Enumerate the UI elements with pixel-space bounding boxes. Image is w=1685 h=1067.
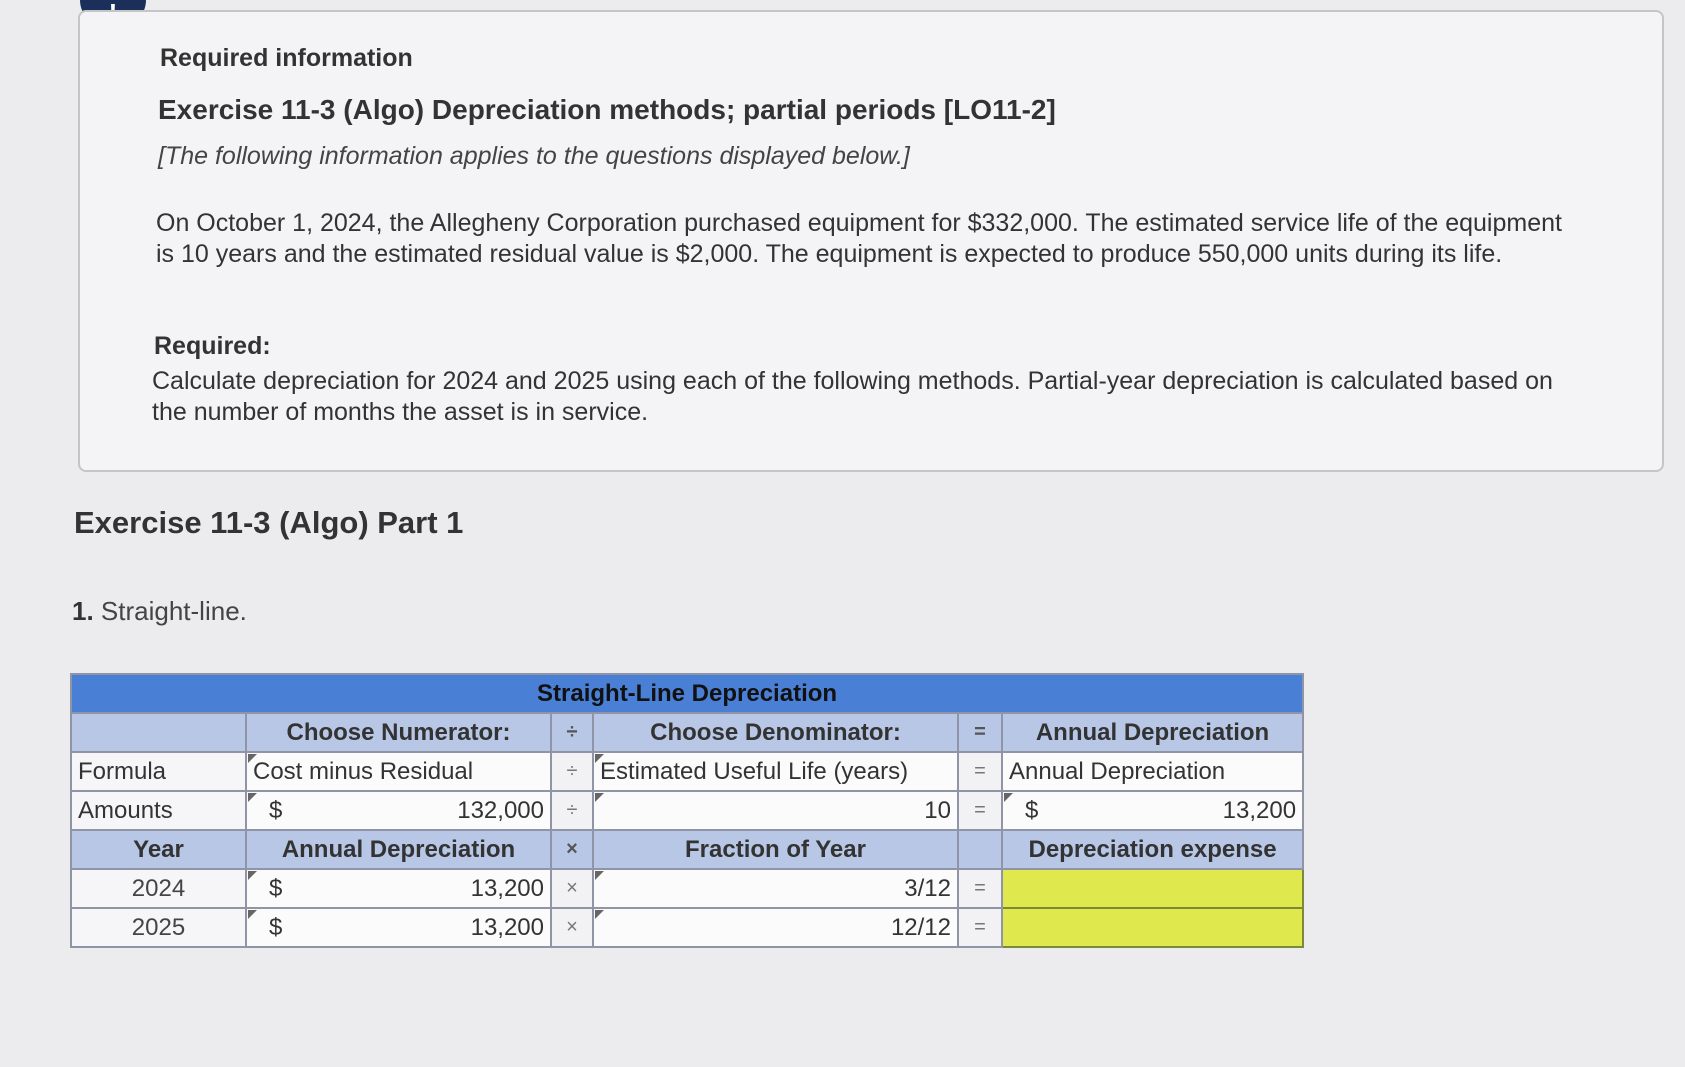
required-heading: Required:: [154, 332, 271, 360]
fraction-of-year-header: Fraction of Year: [593, 830, 958, 869]
year-header: Year: [71, 830, 246, 869]
year-row-2024: [71, 869, 1303, 908]
numerator-amount-value: 132,000: [457, 796, 544, 824]
year-row-2025: [71, 908, 1303, 947]
header-equals-sign: =: [958, 713, 1002, 752]
times-header-sign: ×: [551, 830, 593, 869]
formula-result-label: Annual Depreciation: [1002, 752, 1303, 791]
year-label: 2024: [71, 869, 246, 908]
annual-depreciation-2024-value: 13,200: [470, 874, 544, 902]
straight-line-table: [70, 673, 1304, 948]
header-divide-sign: ÷: [551, 713, 593, 752]
annual-depreciation-2025-input[interactable]: [246, 908, 551, 947]
currency-symbol: $: [1025, 796, 1039, 824]
formula-row: [71, 752, 1303, 791]
header-denominator: Choose Denominator:: [593, 713, 958, 752]
denominator-amount-input[interactable]: 10: [593, 791, 958, 830]
currency-symbol: $: [269, 913, 283, 941]
header-blank: [71, 713, 246, 752]
currency-symbol: $: [269, 874, 283, 902]
problem-paragraph: On October 1, 2024, the Allegheny Corporation purchased equipment for $332,000. The estimated service life of the equipment is 10 years and the estimated residual value is $2,000. The equipment is expected to produce 550,000 units during its life.: [156, 209, 1562, 268]
amounts-row: [71, 791, 1303, 830]
amounts-divide-sign: ÷: [551, 791, 593, 830]
denominator-select[interactable]: Estimated Useful Life (years): [593, 752, 958, 791]
numerator-select[interactable]: Cost minus Residual: [246, 752, 551, 791]
header-numerator: Choose Numerator:: [246, 713, 551, 752]
table-title: Straight-Line Depreciation: [71, 674, 1303, 713]
annual-depreciation-2025-value: 13,200: [470, 913, 544, 941]
depreciation-expense-2025-input[interactable]: [1002, 908, 1303, 947]
currency-symbol: $: [269, 796, 283, 824]
item-text: Straight-line.: [100, 596, 247, 626]
annual-depreciation-2024-input[interactable]: [246, 869, 551, 908]
depreciation-expense-2024-input[interactable]: [1002, 869, 1303, 908]
required-information-label: Required information: [160, 44, 413, 72]
item-number: 1.: [72, 596, 94, 626]
exercise-title: Exercise 11-3 (Algo) Depreciation methods; partial periods [LO11-2]: [158, 94, 1056, 125]
amounts-label: Amounts: [71, 791, 246, 830]
amounts-equals-sign: =: [958, 791, 1002, 830]
part-title: Exercise 11-3 (Algo) Part 1: [74, 505, 464, 540]
formula-label: Formula: [71, 752, 246, 791]
fraction-2024-input[interactable]: 3/12: [593, 869, 958, 908]
item-label: [72, 596, 247, 627]
annual-depreciation-input[interactable]: [1002, 791, 1303, 830]
depreciation-expense-header: Depreciation expense: [1002, 830, 1303, 869]
times-sign: ×: [551, 908, 593, 947]
annual-depreciation-value: 13,200: [1222, 796, 1297, 824]
year-label: 2025: [71, 908, 246, 947]
formula-equals-sign: =: [958, 752, 1002, 791]
annual-depreciation-header: Annual Depreciation: [246, 830, 551, 869]
fraction-2025-input[interactable]: 12/12: [593, 908, 958, 947]
required-text: Calculate depreciation for 2024 and 2025 using each of the following methods. Partial-year depreciation is calculated based on the number of months the asset is in service.: [152, 367, 1553, 426]
header-result: Annual Depreciation: [1002, 713, 1303, 752]
blank-equals-header: [958, 830, 1002, 869]
equals-sign: =: [958, 908, 1002, 947]
equals-sign: =: [958, 869, 1002, 908]
formula-divide-sign: ÷: [551, 752, 593, 791]
times-sign: ×: [551, 869, 593, 908]
info-note: [The following information applies to the questions displayed below.]: [158, 142, 910, 170]
numerator-amount-input[interactable]: [246, 791, 551, 830]
